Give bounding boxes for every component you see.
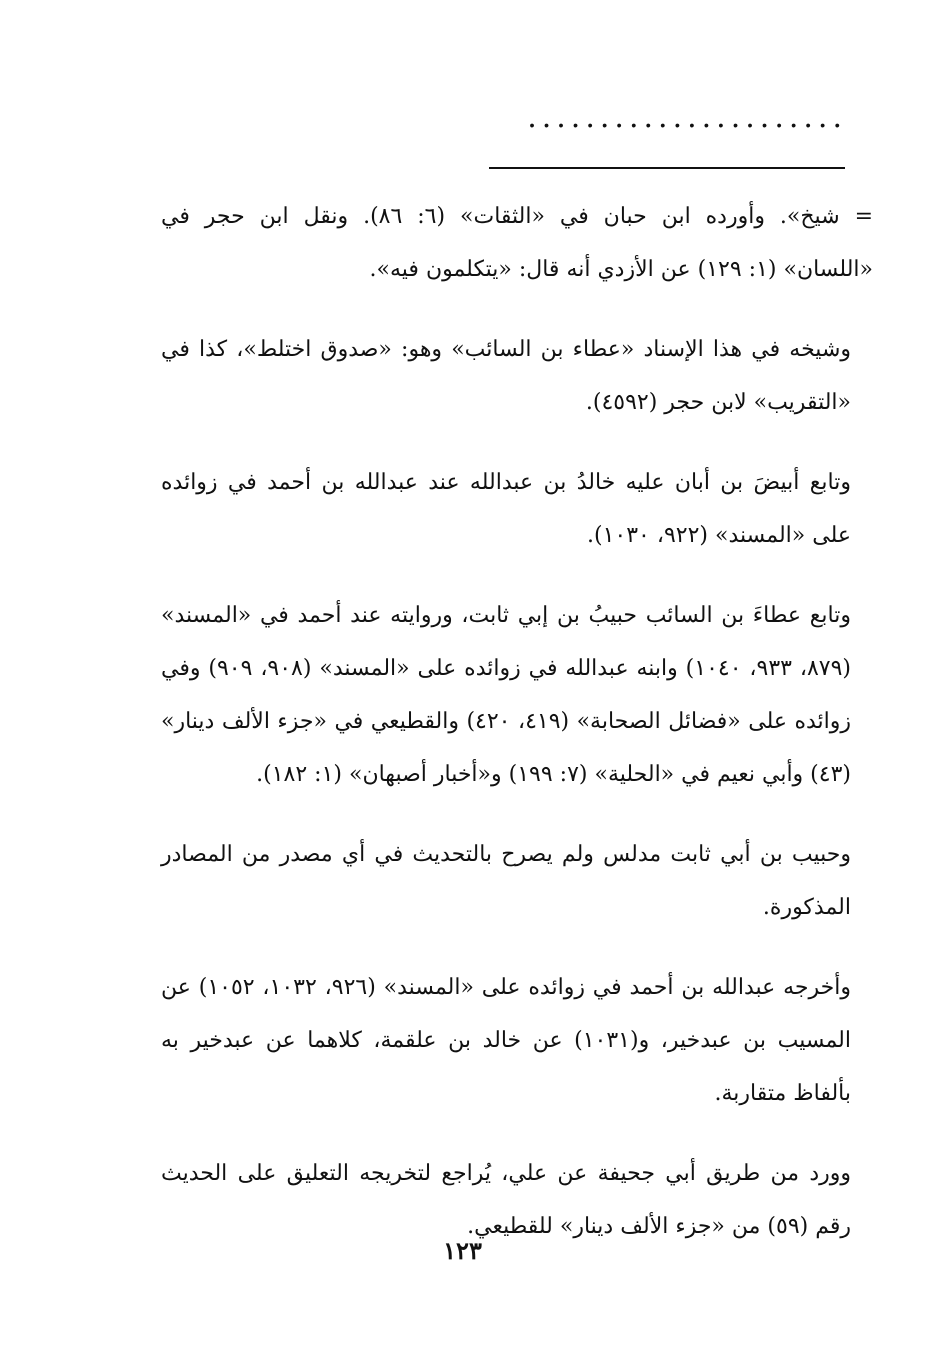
paragraph-2: وشيخه في هذا الإسناد «عطاء بن السائب» وهو: «صدوق اختلط»، كذا في «التقريب» لابن حجر (٤٥٩٢). (161, 337, 851, 415)
paragraph-5: وحبيب بن أبي ثابت مدلس ولم يصرح بالتحديث في أي مصدر من المصادر المذكورة. (161, 842, 851, 920)
paragraph-3: وتابع أبيضَ بن أبان عليه خالدُ بن عبدالله عند عبدالله بن أحمد في زوائده على «المسند» (٩٢٢، ١٠٣٠). (161, 470, 851, 548)
paragraph-7: وورد من طريق أبي جحيفة عن علي، يُراجع لتخريجه التعليق على الحديث رقم (٥٩) من «جزء الألف دينار» للقطيعي. (161, 1161, 851, 1239)
footnote-separator (489, 167, 845, 169)
header-dots: ...................... (527, 108, 847, 128)
page-number: ١٢٣ (443, 1236, 482, 1265)
paragraph-1: = شيخ». وأورده ابن حبان في «الثقات» (٦: ٨٦). ونقل ابن حجر في «اللسان» (١: ١٢٩) عن الأزدي أنه قال: «يتكلمون فيه». (161, 204, 873, 282)
page-body (161, 190, 873, 1280)
paragraph-6: وأخرجه عبدالله بن أحمد في زوائده على «المسند» (٩٢٦، ١٠٣٢، ١٠٥٢) عن المسيب بن عبدخير، و(١٠٣١) عن خالد بن علقمة، كلاهما عن عبدخير به بألفاظ متقاربة. (161, 975, 852, 1106)
paragraph-4: وتابع عطاءَ بن السائب حبيبُ بن إبي ثابت، وروايته عند أحمد في «المسند» (٨٧٩، ٩٣٣، ١٠٤٠) وابنه عبدالله في زوائده على «المسند» (٩٠٨، ٩٠٩) وفي زوائده على «فضائل الصحابة» (٤١٩، ٤٢٠) والقطيعي في «جزء الألف دينار» (٤٣) وأبي نعيم في «الحلية» (٧: ١٩٩) و«أخبار أصبهان» (١: ١٨٢). (161, 603, 852, 787)
